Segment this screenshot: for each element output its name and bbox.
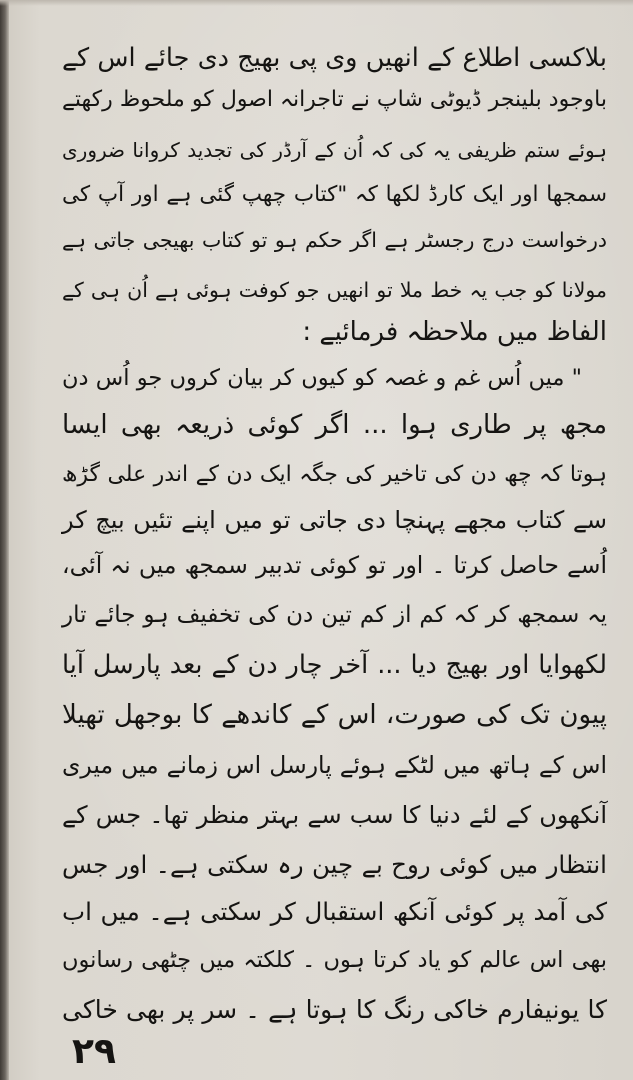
- text-line-11: سے کتاب مجھے پہنچا دی جاتی تو میں اپنے تئیں بیچ کر: [62, 506, 607, 534]
- text-line-2: باوجود بلینجر ڈیوٹی شاپ نے تاجرانہ اصول کو ملحوظ رکھتے: [62, 87, 607, 112]
- text-line-15: پیون تک کی صورت، اس کے کاندھے کا بوجھل تھیلا: [62, 700, 607, 730]
- text-line-17: آنکھوں کے لئے دنیا کا سب سے بہتر منظر تھا۔ جس کے: [62, 801, 607, 829]
- page-left-edge: [0, 0, 9, 1080]
- text-line-21: کا یونیفارم خاکی رنگ کا ہوتا ہے ۔ سر پر بھی خاکی: [62, 995, 607, 1024]
- text-line-13: یہ سمجھ کر کہ کم از کم تین دن کی تخفیف ہو جائے تار: [62, 602, 607, 628]
- text-line-6: مولانا کو جب یہ خط ملا تو انھیں جو کوفت ہوئی ہے اُن ہی کے: [62, 278, 607, 302]
- page-number: ۲۹: [72, 1031, 116, 1072]
- text-line-16: اس کے ہاتھ میں لٹکے ہوئے پارسل اس زمانے میں میری: [62, 751, 607, 779]
- text-line-3: ہوئے ستم ظریفی یہ کی کہ اُن کے آرڈر کی تجدید کروانا ضروری: [62, 138, 607, 162]
- page-top-edge: [0, 0, 633, 6]
- text-line-18: انتظار میں کوئی روح بے چین رہ سکتی ہے۔ اور جس: [62, 850, 607, 879]
- text-line-7: الفاظ میں ملاحظہ فرمائیے :: [302, 317, 607, 347]
- text-line-8: " میں اُس غم و غصہ کو کیوں کر بیان کروں جو اُس دن: [62, 365, 582, 391]
- text-line-14: لکھوایا اور بھیج دیا ... آخر چار دن کے بعد پارسل آیا: [62, 650, 607, 680]
- text-line-5: درخواست درج رجسٹر ہے اگر حکم ہو تو کتاب بھیجی جاتی ہے: [62, 228, 607, 252]
- text-line-19: کی آمد پر کوئی آنکھ استقبال کر سکتی ہے۔ میں اب: [62, 897, 607, 926]
- text-line-9: مجھ پر طاری ہوا ... اگر کوئی ذریعہ بھی ایسا: [62, 410, 607, 440]
- text-line-12: اُسے حاصل کرتا ۔ اور تو کوئی تدبیر سمجھ میں نہ آئی،: [62, 551, 607, 579]
- text-line-20: بھی اس عالم کو یاد کرتا ہوں ۔ کلکتہ میں چٹھی رسانوں: [62, 947, 607, 973]
- text-line-1: بلاکسی اطلاع کے انھیں وی پی بھیج دی جائے اس کے: [62, 43, 607, 73]
- text-line-4: سمجھا اور ایک کارڈ لکھا کہ "کتاب چھپ گئی ہے اور آپ کی: [62, 182, 607, 207]
- text-line-10: ہوتا کہ چھ دن کی تاخیر کی جگہ ایک دن کے اندر علی گڑھ: [62, 462, 607, 487]
